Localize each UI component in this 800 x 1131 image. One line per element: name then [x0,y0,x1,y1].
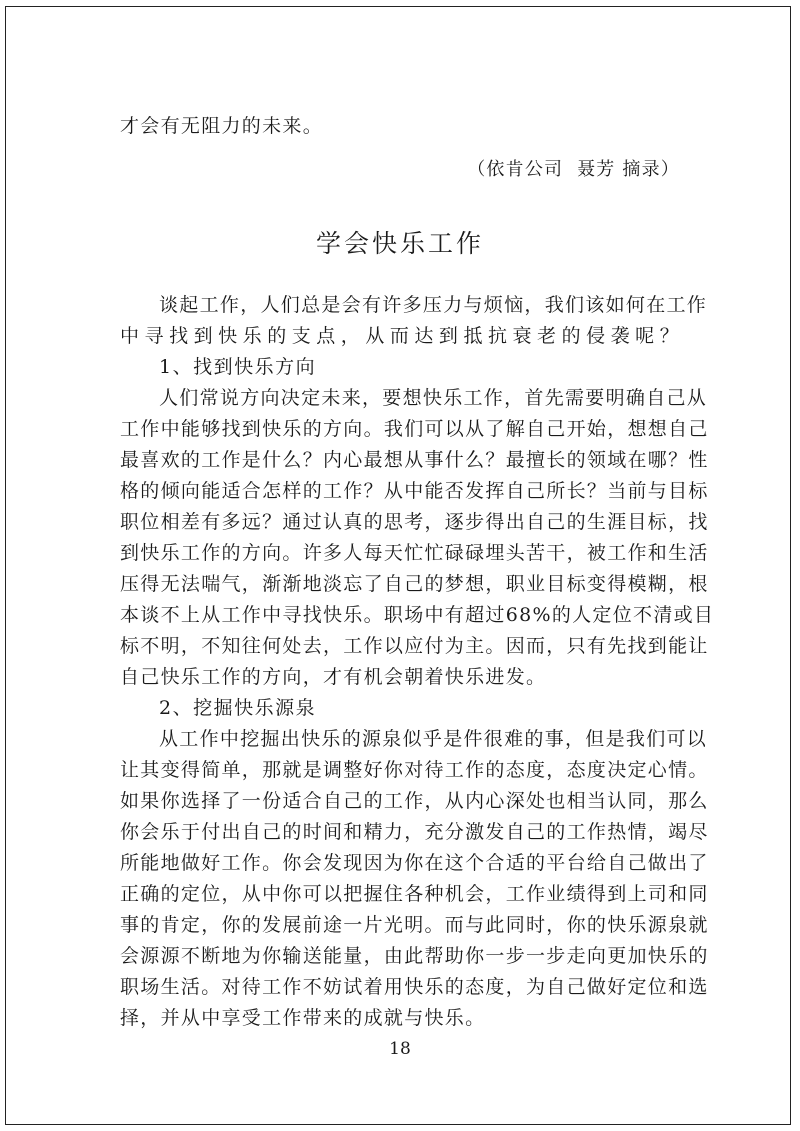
paragraph-line: 会源源不断地为你输送能量，由此帮助你一步一步走向更加快乐的 [120,945,709,967]
paragraph-line: 最喜欢的工作是什么？内心最想从事什么？最擅长的领域在哪？性 [120,449,709,471]
paragraph-line: 工作中能够找到快乐的方向。我们可以从了解自己开始，想想自己 [120,418,709,440]
paragraph-line: 职场生活。对待工作不妨试着用快乐的态度，为自己做好定位和选 [120,976,709,998]
paragraph-line: 到快乐工作的方向。许多人每天忙忙碌碌埋头苦干，被工作和生活 [120,542,709,564]
paragraph-line: 压得无法喘气，渐渐地淡忘了自己的梦想，职业目标变得模糊，根 [120,573,709,595]
page-number: 18 [389,1039,411,1059]
intro-line: 谈起工作，人们总是会有许多压力与烦恼，我们该如何在工作 [159,294,708,316]
intro-line: 中寻找到快乐的支点，从而达到抵抗衰老的侵袭呢？ [120,325,680,347]
paragraph-line: 标不明，不知往何处去，工作以应付为主。因而，只有先找到能让 [120,635,709,657]
section-heading: 1、找到快乐方向 [159,356,317,378]
paragraph-line: 正确的定位，从中你可以把握住各种机会，工作业绩得到上司和同 [120,883,709,905]
section-heading: 2、挖掘快乐源泉 [159,697,317,719]
paragraph-line: 如果你选择了一份适合自己的工作，从内心深处也相当认同，那么 [120,790,709,812]
paragraph-line: 让其变得简单，那就是调整好你对待工作的态度，态度决定心情。 [120,759,709,781]
article-title: 学会快乐工作 [315,229,484,258]
paragraph-line: 你会乐于付出自己的时间和精力，充分激发自己的工作热情，竭尽 [120,821,709,843]
paragraph-line: 从工作中挖掘出快乐的源泉似乎是件很难的事，但是我们可以 [159,728,708,750]
paragraph-line: 本谈不上从工作中寻找快乐。职场中有超过68%的人定位不清或目 [120,604,715,626]
paragraph-line: 人们常说方向决定未来，要想快乐工作，首先需要明确自己从 [159,387,708,409]
paragraph-line: 格的倾向能适合怎样的工作？从中能否发挥自己所长？当前与目标 [120,480,709,502]
paragraph-line: 自己快乐工作的方向，才有机会朝着快乐进发。 [120,666,547,688]
paragraph-line: 择，并从中享受工作带来的成就与快乐。 [120,1007,486,1029]
previous-article-ending: 才会有无阻力的未来。 [120,115,324,137]
previous-article-source: （依肯公司 聂芳 摘录） [467,159,680,180]
paragraph-line: 职位相差有多远？通过认真的思考，逐步得出自己的生涯目标，找 [120,511,709,533]
paragraph-line: 所能地做好工作。你会发现因为你在这个合适的平台给自己做出了 [120,852,709,874]
paragraph-line: 事的肯定，你的发展前途一片光明。而与此同时，你的快乐源泉就 [120,914,709,936]
